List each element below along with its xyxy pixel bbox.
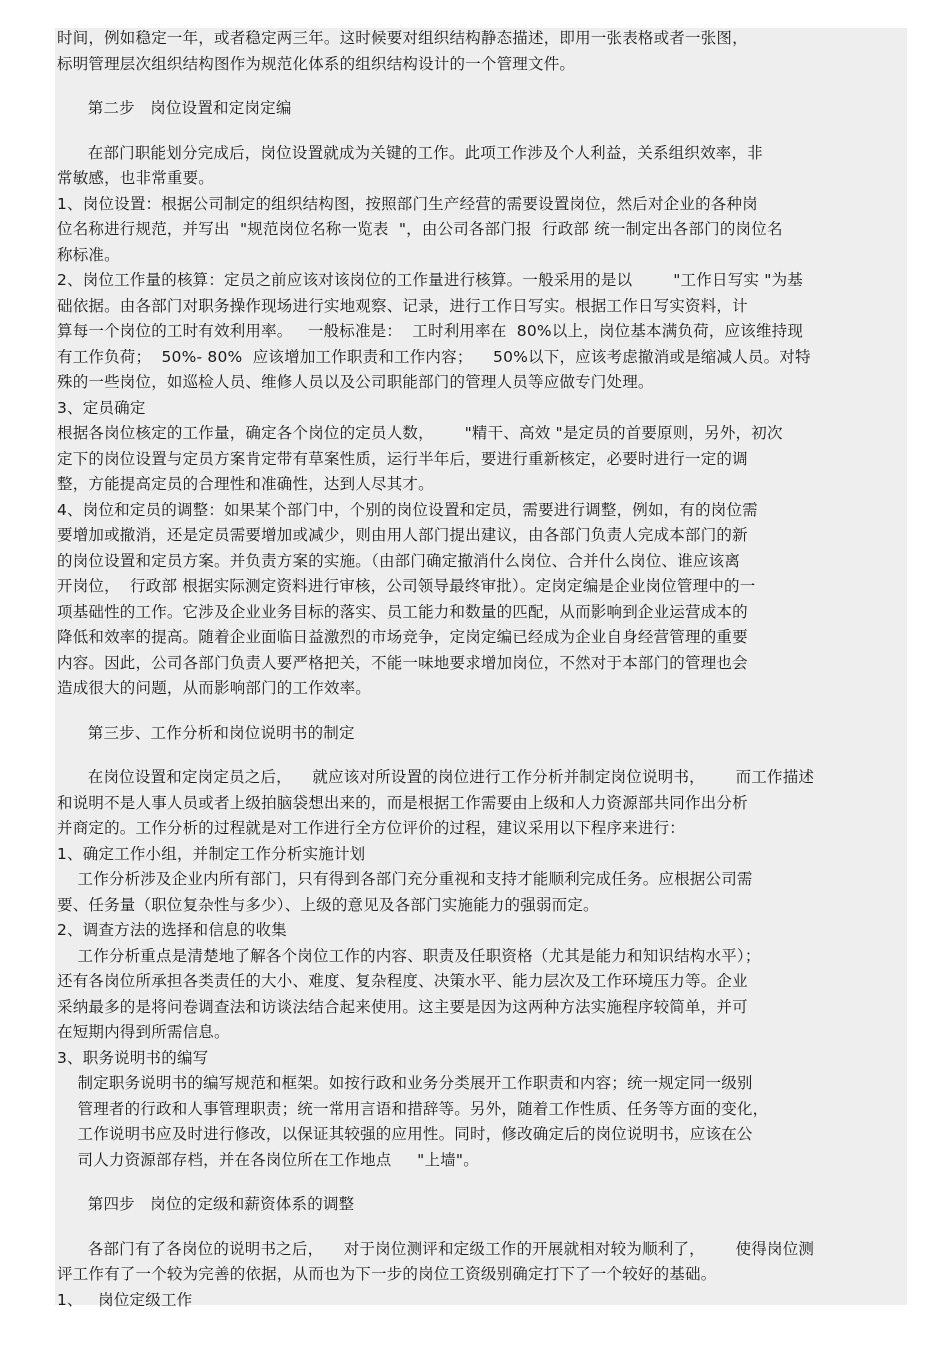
text-line: 算每一个岗位的工时有效利用率。 一般标准是： 工时利用率在 80%以上，岗位基本满负荷，应该维持现 xyxy=(57,322,804,340)
text-line: 管理者的行政和人事管理职责；统一常用言语和措辞等。另外，随着工作性质、任务等方面的变化， xyxy=(57,1099,769,1118)
text-line: 称标准。 xyxy=(57,245,120,264)
paragraph-step4 xyxy=(57,1237,907,1314)
text-line: 2、调查方法的选择和信息的收集 xyxy=(57,921,287,939)
text-line: 工作说明书应及时进行修改，以保证其较强的应用性。同时，修改确定后的岗位说明书，应该在公 xyxy=(57,1125,753,1143)
text-line: 的岗位设置和定员方案。并负责方案的实施。（由部门确定撤消什么岗位、合并什么岗位、谁应该离 xyxy=(57,551,741,570)
text-line: 3、定员确定 xyxy=(57,398,146,417)
paragraph-step2 xyxy=(57,141,907,702)
spacer xyxy=(57,1173,907,1192)
text-line: 开岗位， 行政部 根据实际测定资料进行审核，公司领导最终审批）。定岗定编是企业岗位管理中的一 xyxy=(57,577,756,595)
text-line: 整，方能提高定员的合理性和准确性，达到人尽其才。 xyxy=(57,475,434,493)
text-line: 位名称进行规范，并写出 "规范岗位名称一览表 "，由公司各部门报 行政部 统一制定出各部门的岗位名 xyxy=(57,220,783,238)
text-line: 评工作有了一个较为完善的依据，从而也为下一步的岗位工资级别确定打下了一个较好的基础。 xyxy=(57,1265,717,1283)
text-line: 标明管理层次组织结构图作为规范化体系的组织结构设计的一个管理文件。 xyxy=(57,54,576,73)
text-line: 造成很大的问题，从而影响部门的工作效率。 xyxy=(57,679,372,697)
spacer xyxy=(57,1218,907,1237)
text-line: 采纳最多的是将问卷调查法和访谈法结合起来使用。这主要是因为这两种方法实施程序较简单，并可 xyxy=(57,997,748,1016)
text-line: 础依据。由各部门对职务操作现场进行实地观察、记录，进行工作日写实。根据工作日写实资料，计 xyxy=(57,296,748,315)
text-line: 还有各岗位所承担各类责任的大小、难度、复杂程度、决策水平、能力层次及工作环境压力等。企业 xyxy=(57,972,748,990)
text-line: 定下的岗位设置与定员方案肯定带有草案性质，运行半年后，要进行重新核定，必要时进行一定的调 xyxy=(57,449,748,468)
text-line: 工作分析重点是清楚地了解各个岗位工作的内容、职责及任职资格（尤其是能力和知识结构水平）； xyxy=(57,946,761,965)
spacer xyxy=(57,702,907,721)
text-line: 在部门职能划分完成后，岗位设置就成为关键的工作。此项工作涉及个人利益，关系组织效率，非 xyxy=(57,143,763,162)
text-line: 降低和效率的提高。随着企业面临日益激烈的市场竞争，定岗定编已经成为企业自身经营管理的重要 xyxy=(57,628,748,646)
text-line: 在短期内得到所需信息。 xyxy=(57,1023,230,1041)
text-line: 在岗位设置和定岗定员之后， 就应该对所设置的岗位进行工作分析并制定岗位说明书， 而工作描述 xyxy=(57,768,815,786)
text-line: 并商定的。工作分析的过程就是对工作进行全方位评价的过程，建议采用以下程序来进行： xyxy=(57,819,686,837)
text-line: 1、确定工作小组，并制定工作分析实施计划 xyxy=(57,844,366,863)
step2-heading xyxy=(57,96,907,122)
text-line: 制定职务说明书的编写规范和框架。如按行政和业务分类展开工作职责和内容；统一规定同一级别 xyxy=(57,1074,753,1092)
text-line: 根据各岗位核定的工作量，确定各个岗位的定员人数， "精干、高效 "是定员的首要原则，另外，初次 xyxy=(57,424,783,442)
text-line: 各部门有了各岗位的说明书之后， 对于岗位测评和定级工作的开展就相对较为顺利了， 使得岗位测 xyxy=(57,1239,815,1258)
text-line: 殊的一些岗位，如巡检人员、维修人员以及公司职能部门的管理人员等应做专门处理。 xyxy=(57,373,654,391)
section-heading: 第三步、工作分析和岗位说明书的制定 xyxy=(57,723,355,742)
spacer xyxy=(57,746,907,765)
document-body xyxy=(57,26,907,1313)
step4-heading xyxy=(57,1192,907,1218)
text-line: 内容。因此，公司各部门负责人要严格把关，不能一味地要求增加岗位，不然对于本部门的管理也会 xyxy=(57,653,748,672)
text-line: 司人力资源部存档，并在各岗位所在工作地点 "上墙"。 xyxy=(57,1150,479,1169)
text-line: 工作分析涉及企业内所有部门，只有得到各部门充分重视和支持才能顺利完成任务。应根据公司需 xyxy=(57,870,753,888)
step3-heading xyxy=(57,721,907,747)
text-line: 1、岗位设置：根据公司制定的组织结构图，按照部门生产经营的需要设置岗位，然后对企业的各种岗 xyxy=(57,194,758,213)
text-line: 3、职务说明书的编写 xyxy=(57,1048,209,1067)
text-line: 有工作负荷； 50%- 80% 应该增加工作职责和工作内容； 50%以下，应该考虑撤消或是缩减人员。对特 xyxy=(57,347,811,366)
text-line: 要、任务量（职位复杂性与多少）、上级的意见及各部门实施能力的强弱而定。 xyxy=(57,895,599,914)
paragraph-org-structure-end xyxy=(57,26,907,77)
paragraph-step3 xyxy=(57,765,907,1173)
section-heading: 第二步 岗位设置和定岗定编 xyxy=(57,99,292,117)
section-heading: 第四步 岗位的定级和薪资体系的调整 xyxy=(57,1195,355,1213)
text-line: 4、岗位和定员的调整：如果某个部门中，个别的岗位设置和定员，需要进行调整，例如，有的岗位需 xyxy=(57,500,758,519)
text-line: 2、岗位工作量的核算：定员之前应该对该岗位的工作量进行核算。一般采用的是以 "工作日写实 "为基 xyxy=(57,271,803,289)
text-line: 常敏感，也非常重要。 xyxy=(57,169,215,187)
text-line: 和说明不是人事人员或者上级拍脑袋想出来的，而是根据工作需要由上级和人力资源部共同作出分析 xyxy=(57,793,748,812)
text-line: 时间，例如稳定一年，或者稳定两三年。这时候要对组织结构静态描述，即用一张表格或者一张图， xyxy=(57,29,748,47)
text-line: 1、 岗位定级工作 xyxy=(57,1290,193,1309)
spacer xyxy=(57,122,907,141)
text-line: 项基础性的工作。它涉及企业业务目标的落实、员工能力和数量的匹配，从而影响到企业运营成本的 xyxy=(57,602,748,621)
text-line: 要增加或撤消，还是定员需要增加或减少，则由用人部门提出建议，由各部门负责人完成本部门的新 xyxy=(57,526,748,544)
spacer xyxy=(57,77,907,96)
